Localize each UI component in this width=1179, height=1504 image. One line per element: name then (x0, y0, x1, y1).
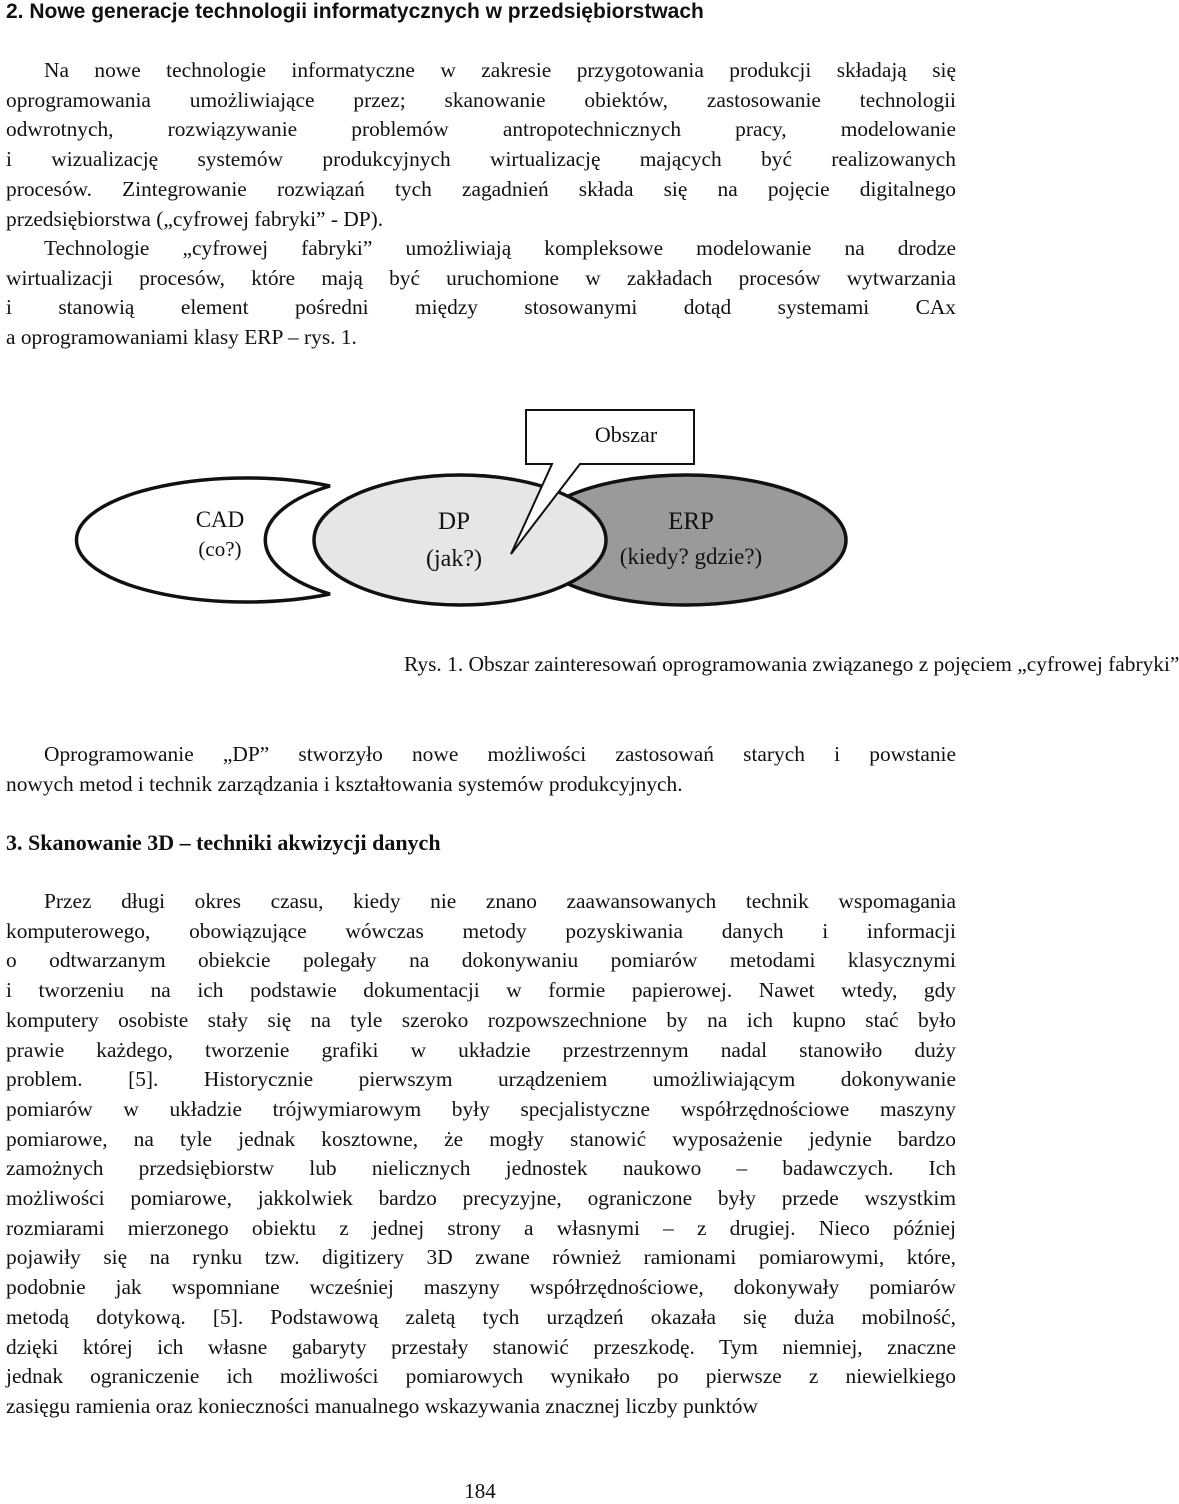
text-line: pojawiły się na rynku tzw. digitizery 3D zwane również ramionami pomiarowymi, które, (6, 1245, 956, 1270)
paragraph-3 (6, 740, 956, 799)
dp-label: DP (438, 508, 470, 535)
text-line: o odtwarzanym obiekcie polegały na dokonywaniu pomiarów metodami klasycznymi (6, 948, 956, 973)
text-line: komputerowego, obowiązujące wówczas metody pozyskiwania danych i informacji (6, 918, 956, 943)
text-line: i tworzeniu na ich podstawie dokumentacji w formie papierowej. Nawet wtedy, gdy (6, 978, 956, 1003)
erp-sublabel: (kiedy? gdzie?) (619, 544, 763, 569)
figure-caption: Rys. 1. Obszar zainteresowań oprogramowania związanego z pojęciem „cyfrowej fabryki” (404, 652, 1179, 676)
text-line: pomiarów w układzie trójwymiarowym były specjalistyczne współrzędnościowe maszyny (6, 1096, 956, 1121)
text-line: procesów. Zintegrowanie rozwiązań tych zagadnień składa się na pojęcie digitalnego (6, 176, 956, 201)
dp-ellipse (314, 475, 606, 605)
section-2-paragraph-2 (6, 234, 956, 353)
text-line: rozmiarami mierzonego obiektu z jednej strony a własnymi – z drugiej. Nieco później (6, 1215, 956, 1240)
text-line: zamożnych przedsiębiorstw lub nielicznych jednostek naukowo – badawczych. Ich (6, 1156, 956, 1181)
text-line: i wizualizację systemów produkcyjnych wirtualizację mających być realizowanych (6, 147, 956, 172)
text-line: odwrotnych, rozwiązywanie problemów antropotechnicznych pracy, modelowanie (6, 117, 956, 142)
section-3-heading: 3. Skanowanie 3D – techniki akwizycji danych (6, 830, 441, 855)
text-line: podobnie jak wspomniane wcześniej maszyny współrzędnościowe, dokonywały pomiarów (6, 1275, 956, 1300)
text-line: pomiarowe, na tyle jednak kosztowne, że mogły stanowić wyposażenie jedynie bardzo (6, 1126, 956, 1151)
text-line: przedsiębiorstwa („cyfrowej fabryki” - DP). (6, 206, 384, 231)
text-line: Oprogramowanie „DP” stworzyło nowe możliwości zastosowań starych i powstanie (44, 742, 956, 766)
dp-sublabel: (jak?) (426, 546, 482, 572)
text-line: nowych metod i technik zarządzania i kształtowania systemów produkcyjnych. (6, 771, 683, 796)
text-line: komputery osobiste stały się na tyle szeroko rozpowszechnione by na ich kupno stać było (6, 1007, 956, 1032)
text-line: Na nowe technologie informatyczne w zakresie przygotowania produkcji składają się (44, 58, 956, 82)
text-line: a oprogramowaniami klasy ERP – rys. 1. (6, 325, 357, 350)
erp-label: ERP (668, 508, 714, 535)
text-line: oprogramowania umożliwiające przez; skanowanie obiektów, zastosowanie technologii (6, 87, 956, 112)
figure-venn-diagram (0, 390, 960, 630)
text-line: metodą dotykową. [5]. Podstawową zaletą tych urządzeń okazała się duża mobilność, (6, 1304, 956, 1329)
text-line: Technologie „cyfrowej fabryki” umożliwiają kompleksowe modelowanie na drodze (44, 236, 956, 260)
text-line: zasięgu ramienia oraz konieczności manualnego wskazywania znacznej liczby punktów (6, 1393, 758, 1418)
text-line: jednak ograniczenie ich możliwości pomiarowych wynikało po pierwsze z niewielkiego (6, 1364, 956, 1389)
section-2-heading: 2. Nowe generacje technologii informatycznych w przedsiębiorstwach (6, 0, 704, 23)
text-line: Przez długi okres czasu, kiedy nie znano zaawansowanych technik wspomagania (44, 889, 956, 913)
text-line: możliwości pomiarowe, jakkolwiek bardzo precyzyjne, ograniczone były przede wszystkim (6, 1186, 956, 1211)
text-line: problem. [5]. Historycznie pierwszym urządzeniem umożliwiającym dokonywanie (6, 1067, 956, 1092)
text-line: prawie każdego, tworzenie grafiki w układzie przestrzennym nadal stanowiło duży (6, 1037, 956, 1062)
page-number: 184 (464, 1479, 496, 1503)
obszar-label: Obszar (594, 422, 658, 447)
cad-sublabel: (co?) (198, 537, 242, 561)
section-3-paragraph (6, 887, 956, 1422)
text-line: i stanowią element pośredni między stosowanymi dotąd systemami CAx (6, 295, 956, 320)
cad-label: CAD (195, 507, 245, 532)
text-line: dzięki której ich własne gabaryty przestały stanowić przeszkodę. Tym niemniej, znaczne (6, 1334, 956, 1359)
section-2-paragraph-1 (6, 56, 956, 234)
text-line: wirtualizacji procesów, które mają być uruchomione w zakładach procesów wytwarzania (6, 265, 956, 290)
